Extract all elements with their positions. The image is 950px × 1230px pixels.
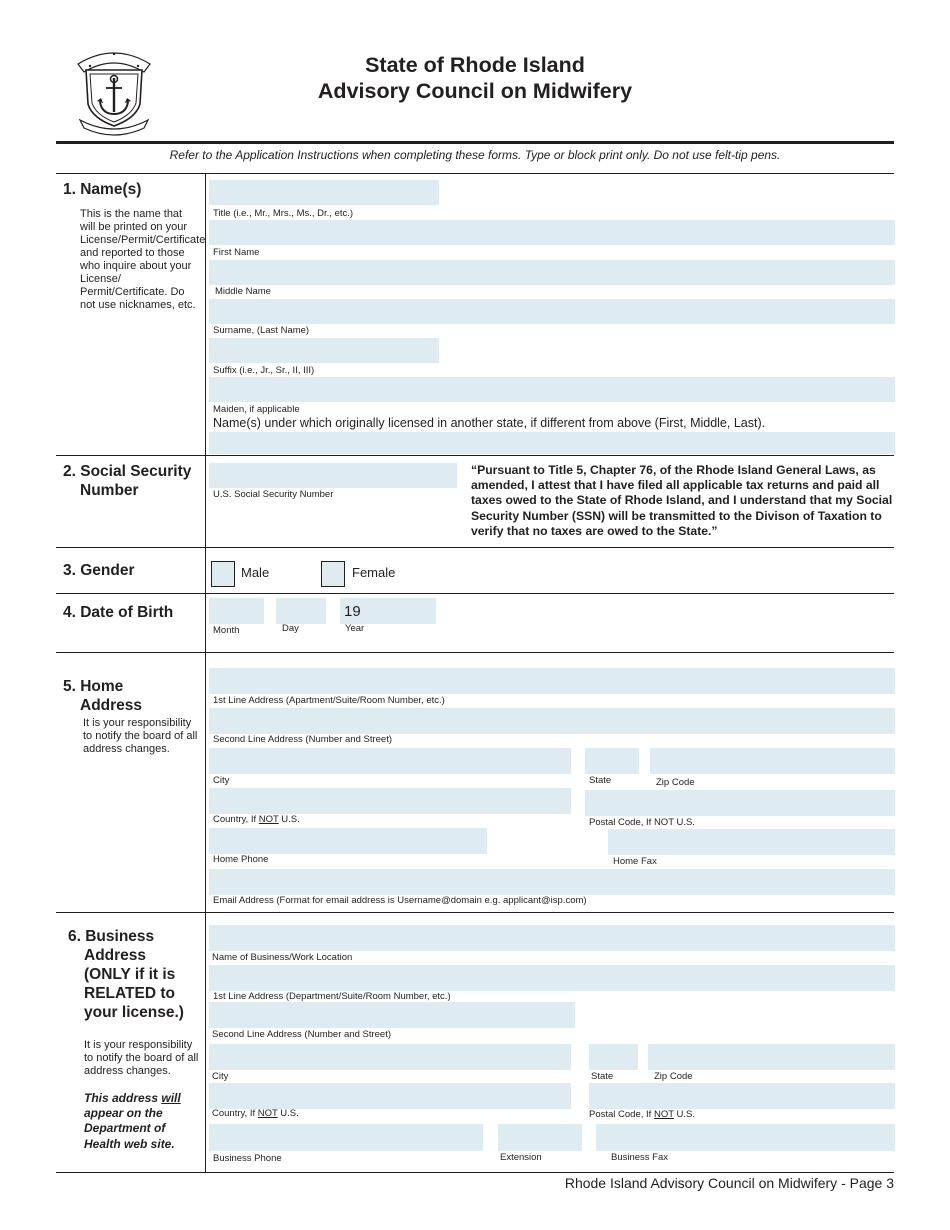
first-name-field[interactable] xyxy=(209,220,895,245)
section-business-title-cont: (ONLY if it is xyxy=(84,966,176,983)
home-phone-label: Home Phone xyxy=(213,854,269,865)
business-fax-field[interactable] xyxy=(596,1124,895,1151)
section-divider xyxy=(56,593,894,594)
business-phone-label: Business Phone xyxy=(213,1153,282,1164)
name-title-label: Title (i.e., Mr., Mrs., Ms., Dr., etc.) xyxy=(213,208,354,219)
business-postal-field[interactable] xyxy=(589,1083,895,1109)
section-divider xyxy=(56,173,894,174)
dob-month-label: Month xyxy=(213,625,240,636)
section-business-title-cont: RELATED to xyxy=(84,985,175,1002)
home-fax-field[interactable] xyxy=(608,829,895,855)
other-names-label: Name(s) under which originally licensed in another state, if different from above (First, Middle, Last). xyxy=(213,416,766,430)
ssn-field[interactable] xyxy=(209,463,457,488)
home-city-field[interactable] xyxy=(209,748,571,774)
column-divider xyxy=(205,173,206,1173)
home-zip-label: Zip Code xyxy=(656,777,695,788)
section-gender-title: 3. Gender xyxy=(63,562,135,579)
suffix-label: Suffix (i.e., Jr., Sr., II, III) xyxy=(213,365,315,376)
business-web-warning: This address will appear on the Department of Health web site. xyxy=(84,1091,181,1151)
business-line2-field[interactable] xyxy=(209,1002,575,1028)
home-state-field[interactable] xyxy=(585,748,639,774)
home-state-label: State xyxy=(589,775,612,786)
section-business-title-cont: Address xyxy=(84,947,147,964)
business-country-field[interactable] xyxy=(209,1083,571,1109)
section-business-title-cont: your license.) xyxy=(84,1004,184,1021)
home-city-label: City xyxy=(213,775,230,786)
section-divider xyxy=(56,547,894,548)
business-postal-label: Postal Code, If NOT U.S. xyxy=(589,1109,695,1120)
home-country-label: Country, If NOT U.S. xyxy=(213,814,300,825)
home-line2-field[interactable] xyxy=(209,708,895,734)
section-divider xyxy=(56,1172,894,1173)
section-home-title-cont: Address xyxy=(80,697,143,714)
business-line1-field[interactable] xyxy=(209,965,895,991)
middle-name-label: Middle Name xyxy=(215,286,271,297)
section-dob-title: 4. Date of Birth xyxy=(63,604,174,621)
dob-year-prefix: 19 xyxy=(344,603,361,620)
home-line1-label: 1st Line Address (Apartment/Suite/Room Number, etc.) xyxy=(213,695,445,706)
business-state-field[interactable] xyxy=(589,1044,638,1070)
business-extension-field[interactable] xyxy=(498,1124,582,1151)
section-divider xyxy=(56,455,894,456)
business-zip-field[interactable] xyxy=(648,1044,895,1070)
maiden-name-field[interactable] xyxy=(209,377,895,402)
section-ssn-title-cont: Number xyxy=(80,482,139,499)
home-fax-label: Home Fax xyxy=(613,856,657,867)
home-postal-field[interactable] xyxy=(585,790,895,816)
dob-day-field[interactable] xyxy=(276,598,326,624)
instructions-text: Refer to the Application Instructions when completing these forms. Type or block print only. Do not use felt-tip pens. xyxy=(169,148,781,162)
business-city-label: City xyxy=(212,1071,229,1082)
business-line1-label: 1st Line Address (Department/Suite/Room Number, etc.) xyxy=(213,991,451,1002)
section-home-title: 5. Home xyxy=(63,678,124,695)
section-names-note: This is the name that will be printed on your License/Permit/Certificate and reported to those who inquire about your License/ Permit/Certificate. Do not use nicknames, etc. xyxy=(80,208,206,311)
dob-day-label: Day xyxy=(282,623,299,634)
business-fax-label: Business Fax xyxy=(611,1152,669,1163)
business-extension-label: Extension xyxy=(500,1152,542,1163)
home-postal-label: Postal Code, If NOT U.S. xyxy=(589,817,695,828)
form-title-line1: State of Rhode Island xyxy=(365,53,585,77)
home-zip-field[interactable] xyxy=(650,748,895,774)
business-zip-label: Zip Code xyxy=(654,1071,693,1082)
other-names-field[interactable] xyxy=(209,432,895,454)
business-name-field[interactable] xyxy=(209,925,895,951)
dob-year-label: Year xyxy=(345,623,365,634)
section-divider xyxy=(56,912,894,913)
home-line2-label: Second Line Address (Number and Street) xyxy=(213,734,393,745)
business-name-label: Name of Business/Work Location xyxy=(212,952,353,963)
header-rule xyxy=(56,141,894,144)
home-email-field[interactable] xyxy=(209,869,895,895)
gender-female-checkbox[interactable] xyxy=(321,561,345,587)
home-country-field[interactable] xyxy=(209,788,571,814)
ssn-label: U.S. Social Security Number xyxy=(213,489,334,500)
form-title-line2: Advisory Council on Midwifery xyxy=(317,79,633,103)
page-footer: Rhode Island Advisory Council on Midwifery - Page 3 xyxy=(564,1175,894,1191)
maiden-name-label: Maiden, if applicable xyxy=(213,404,300,415)
gender-male-checkbox[interactable] xyxy=(211,561,235,587)
gender-male-label: Male xyxy=(241,565,270,580)
surname-label: Surname, (Last Name) xyxy=(213,325,310,336)
ssn-attestation: “Pursuant to Title 5, Chapter 76, of the Rhode Island General Laws, as amended, I attest that I have filed all applicable tax returns and paid all taxes owed to the State of Rhode Island, and I understand that my Social Security Number (SSN) will be transmitted to the Divison of Taxation to verify that no taxes are owed to the State.” xyxy=(471,463,893,538)
business-city-field[interactable] xyxy=(209,1044,571,1070)
gender-female-label: Female xyxy=(352,565,396,580)
section-business-title: 6. Business xyxy=(68,928,155,945)
section-names-title: 1. Name(s) xyxy=(63,181,142,198)
home-email-label: Email Address (Format for email address is Username@domain e.g. applicant@isp.com) xyxy=(213,895,587,906)
business-line2-label: Second Line Address (Number and Street) xyxy=(212,1029,392,1040)
home-phone-field[interactable] xyxy=(209,828,487,854)
suffix-field[interactable] xyxy=(209,338,439,363)
middle-name-field[interactable] xyxy=(209,260,895,285)
home-line1-field[interactable] xyxy=(209,668,895,694)
section-business-note: It is your responsibility to notify the board of all address changes. xyxy=(84,1039,199,1077)
business-phone-field[interactable] xyxy=(209,1124,483,1151)
section-divider xyxy=(56,652,894,653)
first-name-label: First Name xyxy=(213,247,260,258)
section-ssn-title: 2. Social Security xyxy=(63,463,192,480)
name-title-field[interactable] xyxy=(209,180,439,205)
business-country-label: Country, If NOT U.S. xyxy=(212,1108,299,1119)
surname-field[interactable] xyxy=(209,299,895,324)
business-state-label: State xyxy=(591,1071,614,1082)
dob-month-field[interactable] xyxy=(209,598,264,624)
section-home-note: It is your responsibility to notify the board of all address changes. xyxy=(83,717,198,755)
